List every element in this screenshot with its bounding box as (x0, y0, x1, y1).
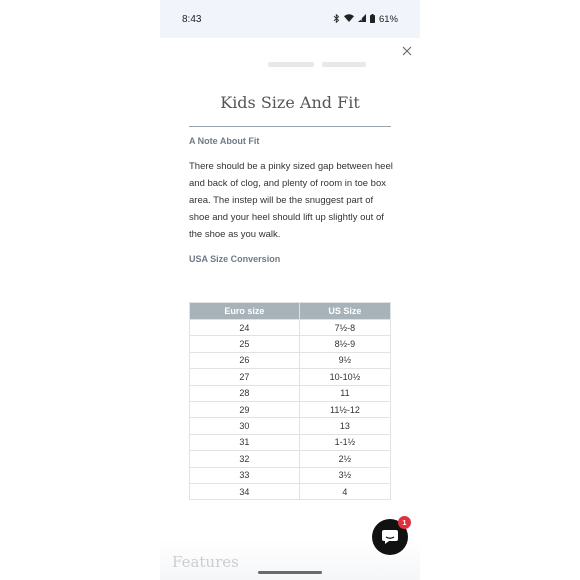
bluetooth-icon (333, 14, 340, 25)
table-header-row (190, 303, 391, 320)
us-cell: 3½ (299, 467, 390, 483)
euro-cell: 32 (190, 451, 300, 467)
table-row (190, 434, 391, 450)
us-cell: 7½-8 (299, 320, 390, 336)
us-cell: 2½ (299, 451, 390, 467)
euro-cell: 25 (190, 336, 300, 352)
table-row (190, 467, 391, 483)
chat-icon (381, 529, 399, 545)
status-bar (160, 0, 420, 38)
us-cell: 9½ (299, 352, 390, 368)
battery-icon (370, 14, 375, 25)
status-icons (333, 14, 398, 25)
table-row (190, 336, 391, 352)
euro-cell: 30 (190, 418, 300, 434)
euro-cell: 34 (190, 483, 300, 499)
table-row (190, 385, 391, 401)
home-indicator[interactable] (258, 571, 322, 574)
close-icon (402, 46, 412, 56)
faded-link (268, 62, 314, 67)
us-cell: 11 (299, 385, 390, 401)
paragraph-line: shoe and your heel should lift up slightly out of (189, 212, 384, 223)
us-cell: 4 (299, 483, 390, 499)
paragraph-line: area. The instep will be the snuggest part of (189, 195, 374, 206)
table-row (190, 369, 391, 385)
modal-title: Kids Size And Fit (220, 93, 360, 112)
table-row (190, 483, 391, 499)
euro-cell: 26 (190, 352, 300, 368)
header-euro-size: Euro size (190, 303, 300, 320)
header-us-size: US Size (299, 303, 390, 320)
euro-cell: 28 (190, 385, 300, 401)
battery-percent: 61% (378, 13, 398, 25)
euro-cell: 24 (190, 320, 300, 336)
features-heading: Features (172, 553, 239, 571)
faded-background-links (268, 62, 366, 67)
note-heading: A Note About Fit (189, 136, 260, 146)
paragraph-line: the shoe as you walk. (189, 229, 281, 240)
us-cell: 8½-9 (299, 336, 390, 352)
us-cell: 1-1½ (299, 434, 390, 450)
paragraph-line: and back of clog, and plenty of room in toe box (189, 178, 386, 189)
title-divider (189, 126, 391, 127)
euro-cell: 27 (190, 369, 300, 385)
paragraph-line: There should be a pinky sized gap between heel (189, 161, 393, 172)
phone-screen (160, 0, 420, 580)
table-row (190, 352, 391, 368)
usa-conversion-heading: USA Size Conversion (189, 254, 281, 264)
euro-cell: 29 (190, 401, 300, 417)
chat-unread-badge: 1 (398, 516, 411, 529)
euro-cell: 31 (190, 434, 300, 450)
us-cell: 11½-12 (299, 401, 390, 417)
faded-link (322, 62, 366, 67)
table-row (190, 418, 391, 434)
table-row (190, 401, 391, 417)
euro-cell: 33 (190, 467, 300, 483)
wifi-icon (344, 14, 354, 24)
status-time: 8:43 (182, 13, 202, 25)
table-row (190, 320, 391, 336)
us-cell: 10-10½ (299, 369, 390, 385)
size-conversion-table (189, 302, 391, 500)
us-cell: 13 (299, 418, 390, 434)
fit-note-paragraph (189, 158, 393, 243)
table-row (190, 451, 391, 467)
signal-icon (358, 14, 366, 24)
close-button[interactable] (400, 44, 414, 58)
